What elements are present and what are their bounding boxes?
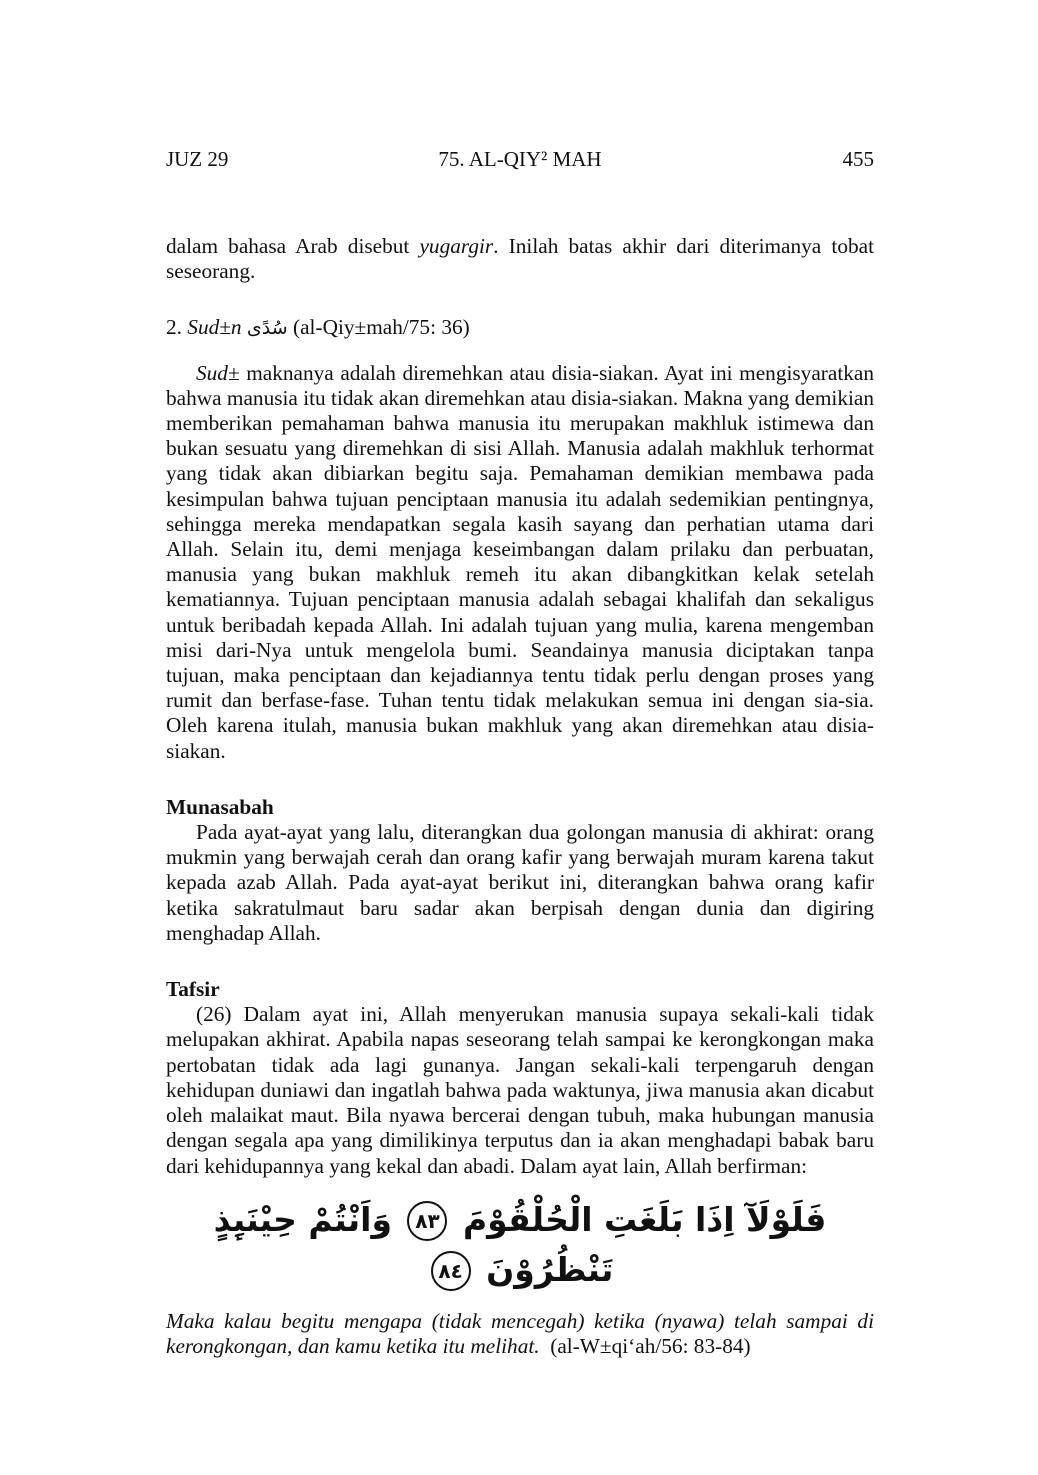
item-2-arabic: سُدًى bbox=[246, 317, 288, 340]
tafsir-paragraph: (26) Dalam ayat ini, Allah menyerukan manusia supaya sekali-kali tidak melupakan akhirat. Apabila napas seseorang telah sampai ke kerongkongan maka pertobatan tidak ada lagi gunanya. Jangan sekali-kali terpengaruh dengan kehidupan duniawi dan ingatlah bahwa pada waktunya, jiwa manusia akan dicabut oleh malaikat maut. Bila nyawa bercerai dengan tubuh, maka hubungan manusia dengan segala apa yang dimilikinya terputus dan ia akan menghadapi babak baru dari kehidupannya yang kekal dan abadi. Dalam ayat lain, Allah berfirman: bbox=[166, 1002, 874, 1178]
translation-reference: (al-W±qi‘ah/56: 83-84) bbox=[550, 1333, 751, 1358]
item-2-paragraph: Sud± maknanya adalah diremehkan atau disia-siakan. Ayat ini mengisyaratkan bahwa manusia itu tidak akan diremehkan atau disia-siakan. Makna yang demikian memberikan pemahaman bahwa manusia itu merupakan makhluk istimewa dan bukan sesuatu yang diremehkan di sisi Allah. Manusia adalah makhluk terhormat yang tidak akan dibiarkan begitu saja. Pemahaman demikian membawa pada kesimpulan bahwa tujuan penciptaan manusia itu adalah sedemikian pentingnya, sehingga mereka mendapatkan segala kasih sayang dan perhatian utama dari Allah. Selain itu, demi menjaga keseimbangan dalam prilaku dan perbuatan, manusia yang bukan makhluk remeh itu akan dibangkitkan kelak setelah kematiannya. Tujuan penciptaan manusia adalah sebagai khalifah dan sekaligus untuk beribadah kepada Allah. Ini adalah tujuan yang mulia, karena mengemban misi dari-Nya untuk mengelola bumi. Seandainya manusia diciptakan tanpa tujuan, maka penciptaan dan kejadiannya tentu tidak perlu dengan proses yang rumit dan berfase-fase. Tuhan tentu tidak melakukan semua ini dengan sia-sia. Oleh karena itulah, manusia bukan makhluk yang akan diremehkan atau disia-siakan. bbox=[166, 360, 874, 763]
item-2-heading: 2. Sud±n سُدًى (al-Qiy±mah/75: 36) bbox=[166, 315, 470, 340]
munasabah-heading: Munasabah bbox=[166, 794, 274, 819]
verse-83-text: فَلَوْلَآ اِذَا بَلَغَتِ الْحُلْقُوْمَ bbox=[462, 1199, 827, 1239]
verse-84-text: وَاَنْتُمْ حِيْنَىِٕذٍ تَنْظُرُوْنَ bbox=[213, 1199, 614, 1289]
munasabah-paragraph: Pada ayat-ayat yang lalu, diterangkan dua golongan manusia di akhirat: orang mukmin yang berwajah cerah dan orang kafir yang berwajah muram karena takut kepada azab Allah. Pada ayat-ayat berikut ini, diterangkan bahwa orang kafir ketika sakratulmaut baru sadar akan berpisah dengan dunia dan digiring menghadap Allah. bbox=[166, 820, 874, 945]
item-2-reference: (al-Qiy±mah/75: 36) bbox=[293, 315, 470, 340]
intro-paragraph: dalam bahasa Arab disebut yugargir. Inilah batas akhir dari diterimanya tobat seseorang. bbox=[166, 234, 874, 284]
quran-verse bbox=[166, 1195, 874, 1295]
tafsir-heading: Tafsir bbox=[166, 977, 220, 1002]
page-body bbox=[166, 234, 874, 1359]
verse-84-number: ٨٤ bbox=[431, 1251, 471, 1291]
page-number: 455 bbox=[842, 147, 874, 171]
item-2-term: Sud±n bbox=[187, 315, 242, 340]
verse-translation: Maka kalau begitu mengapa (tidak mencegah) ketika (nyawa) telah sampai di kerongkongan, dan kamu ketika itu melihat. (al-W±qi‘ah/56: 83-84) bbox=[166, 1308, 874, 1358]
verse-83-number: ٨٣ bbox=[407, 1201, 447, 1241]
juz-label: JUZ 29 bbox=[166, 147, 229, 171]
surah-title: 75. AL-QIY² MAH bbox=[438, 147, 602, 171]
